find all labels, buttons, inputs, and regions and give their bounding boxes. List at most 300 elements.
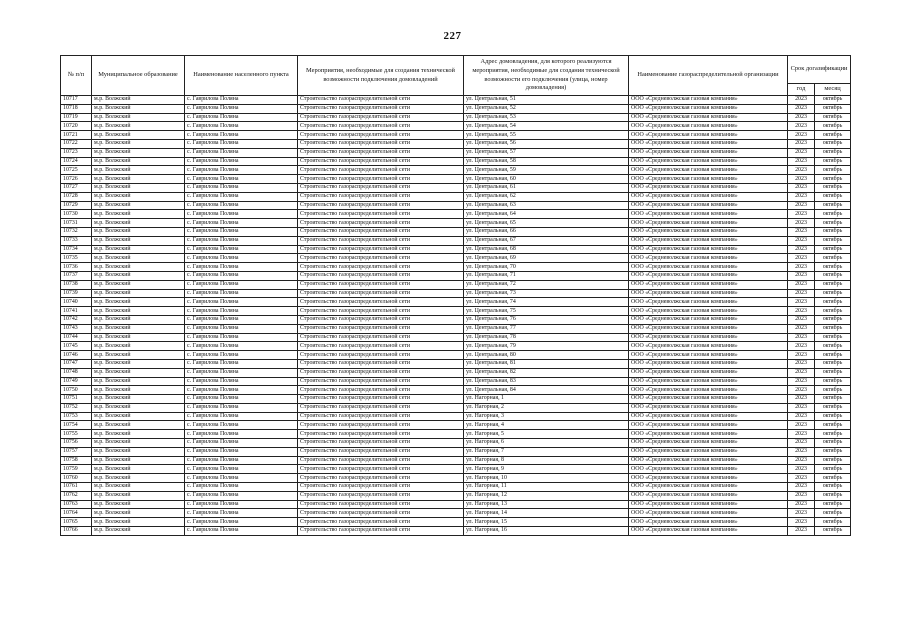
- cell-num: 10763: [61, 500, 92, 509]
- cell-address: ул. Центральная, 77: [464, 324, 629, 333]
- cell-month: октябрь: [815, 245, 851, 254]
- cell-year: 2023: [788, 333, 815, 342]
- cell-municipality: м.р. Волжский: [92, 245, 185, 254]
- cell-organization: ООО «Средневолжская газовая компания»: [629, 412, 788, 421]
- table-row: [61, 131, 851, 140]
- cell-measure: Строительство газораспределительной сети: [298, 166, 464, 175]
- cell-municipality: м.р. Волжский: [92, 96, 185, 105]
- table-row: [61, 403, 851, 412]
- cell-address: ул. Центральная, 68: [464, 245, 629, 254]
- cell-measure: Строительство газораспределительной сети: [298, 395, 464, 404]
- table-row: [61, 456, 851, 465]
- cell-num: 10758: [61, 456, 92, 465]
- cell-year: 2023: [788, 183, 815, 192]
- cell-settlement: с. Гаврилова Поляна: [185, 201, 298, 210]
- cell-month: октябрь: [815, 456, 851, 465]
- cell-municipality: м.р. Волжский: [92, 386, 185, 395]
- cell-month: октябрь: [815, 166, 851, 175]
- cell-num: 10729: [61, 201, 92, 210]
- cell-settlement: с. Гаврилова Поляна: [185, 465, 298, 474]
- cell-municipality: м.р. Волжский: [92, 342, 185, 351]
- cell-municipality: м.р. Волжский: [92, 403, 185, 412]
- cell-measure: Строительство газораспределительной сети: [298, 447, 464, 456]
- cell-year: 2023: [788, 227, 815, 236]
- cell-month: октябрь: [815, 96, 851, 105]
- cell-month: октябрь: [815, 333, 851, 342]
- cell-municipality: м.р. Волжский: [92, 395, 185, 404]
- cell-address: ул. Центральная, 65: [464, 219, 629, 228]
- cell-organization: ООО «Средневолжская газовая компания»: [629, 113, 788, 122]
- cell-municipality: м.р. Волжский: [92, 175, 185, 184]
- cell-settlement: с. Гаврилова Поляна: [185, 483, 298, 492]
- cell-organization: ООО «Средневолжская газовая компания»: [629, 227, 788, 236]
- cell-num: 10730: [61, 210, 92, 219]
- cell-year: 2023: [788, 263, 815, 272]
- cell-organization: ООО «Средневолжская газовая компания»: [629, 351, 788, 360]
- cell-measure: Строительство газораспределительной сети: [298, 227, 464, 236]
- cell-measure: Строительство газораспределительной сети: [298, 307, 464, 316]
- cell-municipality: м.р. Волжский: [92, 113, 185, 122]
- cell-organization: ООО «Средневолжская газовая компания»: [629, 386, 788, 395]
- cell-year: 2023: [788, 280, 815, 289]
- cell-num: 10745: [61, 342, 92, 351]
- cell-address: ул. Центральная, 74: [464, 298, 629, 307]
- cell-measure: Строительство газораспределительной сети: [298, 122, 464, 131]
- cell-measure: Строительство газораспределительной сети: [298, 201, 464, 210]
- cell-organization: ООО «Средневолжская газовая компания»: [629, 245, 788, 254]
- cell-settlement: с. Гаврилова Поляна: [185, 377, 298, 386]
- cell-month: октябрь: [815, 236, 851, 245]
- cell-num: 10741: [61, 307, 92, 316]
- cell-num: 10731: [61, 219, 92, 228]
- cell-municipality: м.р. Волжский: [92, 122, 185, 131]
- table-row: [61, 342, 851, 351]
- cell-num: 10737: [61, 271, 92, 280]
- cell-month: октябрь: [815, 157, 851, 166]
- cell-settlement: с. Гаврилова Поляна: [185, 166, 298, 175]
- cell-num: 10733: [61, 236, 92, 245]
- cell-municipality: м.р. Волжский: [92, 421, 185, 430]
- cell-organization: ООО «Средневолжская газовая компания»: [629, 474, 788, 483]
- cell-organization: ООО «Средневолжская газовая компания»: [629, 175, 788, 184]
- cell-organization: ООО «Средневолжская газовая компания»: [629, 527, 788, 536]
- cell-settlement: с. Гаврилова Поляна: [185, 491, 298, 500]
- cell-organization: ООО «Средневолжская газовая компания»: [629, 315, 788, 324]
- cell-settlement: с. Гаврилова Поляна: [185, 518, 298, 527]
- cell-year: 2023: [788, 403, 815, 412]
- cell-measure: Строительство газораспределительной сети: [298, 527, 464, 536]
- cell-num: 10738: [61, 280, 92, 289]
- cell-municipality: м.р. Волжский: [92, 210, 185, 219]
- cell-organization: ООО «Средневолжская газовая компания»: [629, 403, 788, 412]
- cell-year: 2023: [788, 368, 815, 377]
- cell-address: ул. Центральная, 61: [464, 183, 629, 192]
- cell-month: октябрь: [815, 122, 851, 131]
- cell-address: ул. Центральная, 80: [464, 351, 629, 360]
- cell-settlement: с. Гаврилова Поляна: [185, 175, 298, 184]
- cell-settlement: с. Гаврилова Поляна: [185, 439, 298, 448]
- cell-municipality: м.р. Волжский: [92, 324, 185, 333]
- cell-year: 2023: [788, 412, 815, 421]
- cell-organization: ООО «Средневолжская газовая компания»: [629, 96, 788, 105]
- cell-organization: ООО «Средневолжская газовая компания»: [629, 447, 788, 456]
- cell-settlement: с. Гаврилова Поляна: [185, 298, 298, 307]
- cell-num: 10725: [61, 166, 92, 175]
- cell-municipality: м.р. Волжский: [92, 307, 185, 316]
- cell-measure: Строительство газораспределительной сети: [298, 368, 464, 377]
- cell-num: 10721: [61, 131, 92, 140]
- cell-address: ул. Центральная, 82: [464, 368, 629, 377]
- table-row: [61, 333, 851, 342]
- cell-address: ул. Нагорная, 5: [464, 430, 629, 439]
- cell-num: 10728: [61, 192, 92, 201]
- cell-organization: ООО «Средневолжская газовая компания»: [629, 298, 788, 307]
- cell-municipality: м.р. Волжский: [92, 236, 185, 245]
- cell-municipality: м.р. Волжский: [92, 104, 185, 113]
- cell-municipality: м.р. Волжский: [92, 139, 185, 148]
- cell-address: ул. Нагорная, 1: [464, 395, 629, 404]
- cell-settlement: с. Гаврилова Поляна: [185, 500, 298, 509]
- cell-year: 2023: [788, 447, 815, 456]
- cell-address: ул. Нагорная, 2: [464, 403, 629, 412]
- cell-organization: ООО «Средневолжская газовая компания»: [629, 139, 788, 148]
- table-row: [61, 324, 851, 333]
- cell-month: октябрь: [815, 483, 851, 492]
- cell-year: 2023: [788, 148, 815, 157]
- cell-month: октябрь: [815, 421, 851, 430]
- table-row: [61, 377, 851, 386]
- cell-organization: ООО «Средневолжская газовая компания»: [629, 157, 788, 166]
- cell-address: ул. Нагорная, 3: [464, 412, 629, 421]
- cell-measure: Строительство газораспределительной сети: [298, 96, 464, 105]
- cell-measure: Строительство газораспределительной сети: [298, 315, 464, 324]
- cell-organization: ООО «Средневолжская газовая компания»: [629, 210, 788, 219]
- cell-year: 2023: [788, 483, 815, 492]
- table-row: [61, 289, 851, 298]
- header-address: Адрес домовладения, для которого реализуются мероприятия, необходимые для создания технической возможности его подключения (улица, номер домовладения): [464, 56, 629, 96]
- cell-num: 10742: [61, 315, 92, 324]
- cell-month: октябрь: [815, 210, 851, 219]
- cell-settlement: с. Гаврилова Поляна: [185, 421, 298, 430]
- cell-month: октябрь: [815, 192, 851, 201]
- cell-address: ул. Центральная, 63: [464, 201, 629, 210]
- cell-address: ул. Нагорная, 9: [464, 465, 629, 474]
- cell-measure: Строительство газораспределительной сети: [298, 113, 464, 122]
- cell-organization: ООО «Средневолжская газовая компания»: [629, 359, 788, 368]
- table-row: [61, 430, 851, 439]
- cell-measure: Строительство газораспределительной сети: [298, 104, 464, 113]
- cell-measure: Строительство газораспределительной сети: [298, 245, 464, 254]
- cell-month: октябрь: [815, 386, 851, 395]
- cell-month: октябрь: [815, 403, 851, 412]
- cell-organization: ООО «Средневолжская газовая компания»: [629, 263, 788, 272]
- cell-organization: ООО «Средневолжская газовая компания»: [629, 236, 788, 245]
- table-row: [61, 386, 851, 395]
- cell-measure: Строительство газораспределительной сети: [298, 342, 464, 351]
- table-row: [61, 139, 851, 148]
- cell-municipality: м.р. Волжский: [92, 131, 185, 140]
- cell-address: ул. Центральная, 53: [464, 113, 629, 122]
- cell-year: 2023: [788, 122, 815, 131]
- cell-num: 10748: [61, 368, 92, 377]
- cell-address: ул. Центральная, 71: [464, 271, 629, 280]
- cell-measure: Строительство газораспределительной сети: [298, 183, 464, 192]
- table-row: [61, 351, 851, 360]
- cell-month: октябрь: [815, 368, 851, 377]
- cell-num: 10756: [61, 439, 92, 448]
- cell-settlement: с. Гаврилова Поляна: [185, 289, 298, 298]
- cell-settlement: с. Гаврилова Поляна: [185, 307, 298, 316]
- cell-num: 10762: [61, 491, 92, 500]
- table-row: [61, 368, 851, 377]
- cell-num: 10727: [61, 183, 92, 192]
- table-row: [61, 307, 851, 316]
- cell-settlement: с. Гаврилова Поляна: [185, 254, 298, 263]
- cell-address: ул. Центральная, 64: [464, 210, 629, 219]
- cell-month: октябрь: [815, 104, 851, 113]
- cell-measure: Строительство газораспределительной сети: [298, 289, 464, 298]
- cell-organization: ООО «Средневолжская газовая компания»: [629, 421, 788, 430]
- cell-measure: Строительство газораспределительной сети: [298, 131, 464, 140]
- cell-settlement: с. Гаврилова Поляна: [185, 527, 298, 536]
- cell-measure: Строительство газораспределительной сети: [298, 139, 464, 148]
- cell-year: 2023: [788, 518, 815, 527]
- cell-year: 2023: [788, 254, 815, 263]
- cell-municipality: м.р. Волжский: [92, 491, 185, 500]
- cell-measure: Строительство газораспределительной сети: [298, 210, 464, 219]
- cell-year: 2023: [788, 166, 815, 175]
- cell-settlement: с. Гаврилова Поляна: [185, 474, 298, 483]
- cell-organization: ООО «Средневолжская газовая компания»: [629, 500, 788, 509]
- cell-measure: Строительство газораспределительной сети: [298, 280, 464, 289]
- cell-num: 10755: [61, 430, 92, 439]
- cell-measure: Строительство газораспределительной сети: [298, 236, 464, 245]
- cell-organization: ООО «Средневолжская газовая компания»: [629, 395, 788, 404]
- cell-address: ул. Нагорная, 15: [464, 518, 629, 527]
- cell-organization: ООО «Средневолжская газовая компания»: [629, 280, 788, 289]
- cell-settlement: с. Гаврилова Поляна: [185, 210, 298, 219]
- cell-organization: ООО «Средневолжская газовая компания»: [629, 148, 788, 157]
- cell-settlement: с. Гаврилова Поляна: [185, 113, 298, 122]
- cell-measure: Строительство газораспределительной сети: [298, 192, 464, 201]
- cell-measure: Строительство газораспределительной сети: [298, 271, 464, 280]
- cell-num: 10750: [61, 386, 92, 395]
- header-measures: Мероприятия, необходимые для создания технической возможности подключения домовладений: [298, 56, 464, 96]
- cell-address: ул. Центральная, 54: [464, 122, 629, 131]
- cell-address: ул. Нагорная, 13: [464, 500, 629, 509]
- cell-num: 10765: [61, 518, 92, 527]
- header-month: месяц: [815, 84, 851, 96]
- cell-organization: ООО «Средневолжская газовая компания»: [629, 104, 788, 113]
- cell-organization: ООО «Средневолжская газовая компания»: [629, 368, 788, 377]
- cell-municipality: м.р. Волжский: [92, 377, 185, 386]
- cell-measure: Строительство газораспределительной сети: [298, 324, 464, 333]
- cell-municipality: м.р. Волжский: [92, 509, 185, 518]
- cell-month: октябрь: [815, 280, 851, 289]
- cell-measure: Строительство газораспределительной сети: [298, 219, 464, 228]
- cell-municipality: м.р. Волжский: [92, 280, 185, 289]
- cell-year: 2023: [788, 351, 815, 360]
- table-row: [61, 245, 851, 254]
- cell-month: октябрь: [815, 139, 851, 148]
- table-row: [61, 421, 851, 430]
- table-row: [61, 175, 851, 184]
- cell-month: октябрь: [815, 359, 851, 368]
- cell-municipality: м.р. Волжский: [92, 439, 185, 448]
- cell-organization: ООО «Средневолжская газовая компания»: [629, 333, 788, 342]
- table-row: [61, 491, 851, 500]
- cell-year: 2023: [788, 96, 815, 105]
- cell-settlement: с. Гаврилова Поляна: [185, 509, 298, 518]
- table-row: [61, 166, 851, 175]
- cell-organization: ООО «Средневолжская газовая компания»: [629, 183, 788, 192]
- cell-month: октябрь: [815, 351, 851, 360]
- cell-month: октябрь: [815, 377, 851, 386]
- cell-municipality: м.р. Волжский: [92, 412, 185, 421]
- cell-year: 2023: [788, 386, 815, 395]
- cell-month: октябрь: [815, 439, 851, 448]
- cell-address: ул. Центральная, 62: [464, 192, 629, 201]
- cell-measure: Строительство газораспределительной сети: [298, 359, 464, 368]
- cell-organization: ООО «Средневолжская газовая компания»: [629, 289, 788, 298]
- cell-measure: Строительство газораспределительной сети: [298, 377, 464, 386]
- cell-organization: ООО «Средневолжская газовая компания»: [629, 324, 788, 333]
- cell-settlement: с. Гаврилова Поляна: [185, 447, 298, 456]
- cell-num: 10757: [61, 447, 92, 456]
- cell-measure: Строительство газораспределительной сети: [298, 509, 464, 518]
- cell-month: октябрь: [815, 430, 851, 439]
- cell-organization: ООО «Средневолжская газовая компания»: [629, 131, 788, 140]
- gasification-table: [60, 55, 851, 536]
- cell-num: 10739: [61, 289, 92, 298]
- cell-organization: ООО «Средневолжская газовая компания»: [629, 201, 788, 210]
- cell-month: октябрь: [815, 412, 851, 421]
- cell-settlement: с. Гаврилова Поляна: [185, 96, 298, 105]
- cell-num: 10723: [61, 148, 92, 157]
- header-settlement: Наименование населенного пункта: [185, 56, 298, 96]
- cell-month: октябрь: [815, 227, 851, 236]
- cell-measure: Строительство газораспределительной сети: [298, 518, 464, 527]
- cell-month: октябрь: [815, 289, 851, 298]
- cell-year: 2023: [788, 500, 815, 509]
- cell-year: 2023: [788, 465, 815, 474]
- cell-settlement: с. Гаврилова Поляна: [185, 263, 298, 272]
- cell-measure: Строительство газораспределительной сети: [298, 403, 464, 412]
- table-row: [61, 465, 851, 474]
- cell-num: 10740: [61, 298, 92, 307]
- cell-num: 10754: [61, 421, 92, 430]
- cell-measure: Строительство газораспределительной сети: [298, 333, 464, 342]
- table-row: [61, 315, 851, 324]
- cell-measure: Строительство газораспределительной сети: [298, 412, 464, 421]
- cell-measure: Строительство газораспределительной сети: [298, 465, 464, 474]
- header-organization: Наименование газораспределительной организации: [629, 56, 788, 96]
- cell-month: октябрь: [815, 315, 851, 324]
- cell-municipality: м.р. Волжский: [92, 474, 185, 483]
- cell-municipality: м.р. Волжский: [92, 192, 185, 201]
- header-municipality: Муниципальное образование: [92, 56, 185, 96]
- table-row: [61, 518, 851, 527]
- cell-settlement: с. Гаврилова Поляна: [185, 342, 298, 351]
- cell-municipality: м.р. Волжский: [92, 263, 185, 272]
- table-row: [61, 96, 851, 105]
- cell-num: 10751: [61, 395, 92, 404]
- header-year: год: [788, 84, 815, 96]
- cell-address: ул. Центральная, 51: [464, 96, 629, 105]
- cell-settlement: с. Гаврилова Поляна: [185, 412, 298, 421]
- cell-month: октябрь: [815, 527, 851, 536]
- cell-address: ул. Центральная, 83: [464, 377, 629, 386]
- cell-num: 10717: [61, 96, 92, 105]
- cell-settlement: с. Гаврилова Поляна: [185, 183, 298, 192]
- cell-address: ул. Центральная, 67: [464, 236, 629, 245]
- cell-settlement: с. Гаврилова Поляна: [185, 324, 298, 333]
- cell-organization: ООО «Средневолжская газовая компания»: [629, 166, 788, 175]
- cell-settlement: с. Гаврилова Поляна: [185, 430, 298, 439]
- cell-municipality: м.р. Волжский: [92, 518, 185, 527]
- cell-measure: Строительство газораспределительной сети: [298, 386, 464, 395]
- cell-organization: ООО «Средневолжская газовая компания»: [629, 254, 788, 263]
- cell-year: 2023: [788, 430, 815, 439]
- cell-num: 10722: [61, 139, 92, 148]
- cell-municipality: м.р. Волжский: [92, 351, 185, 360]
- table-row: [61, 280, 851, 289]
- cell-settlement: с. Гаврилова Поляна: [185, 104, 298, 113]
- cell-year: 2023: [788, 456, 815, 465]
- cell-month: октябрь: [815, 491, 851, 500]
- cell-measure: Строительство газораспределительной сети: [298, 500, 464, 509]
- cell-settlement: с. Гаврилова Поляна: [185, 157, 298, 166]
- cell-settlement: с. Гаврилова Поляна: [185, 245, 298, 254]
- cell-address: ул. Нагорная, 12: [464, 491, 629, 500]
- cell-address: ул. Нагорная, 10: [464, 474, 629, 483]
- cell-municipality: м.р. Волжский: [92, 166, 185, 175]
- cell-settlement: с. Гаврилова Поляна: [185, 456, 298, 465]
- cell-address: ул. Центральная, 60: [464, 175, 629, 184]
- cell-month: октябрь: [815, 131, 851, 140]
- cell-measure: Строительство газораспределительной сети: [298, 148, 464, 157]
- cell-num: 10749: [61, 377, 92, 386]
- cell-year: 2023: [788, 219, 815, 228]
- cell-measure: Строительство газораспределительной сети: [298, 263, 464, 272]
- cell-settlement: с. Гаврилова Поляна: [185, 227, 298, 236]
- cell-municipality: м.р. Волжский: [92, 500, 185, 509]
- cell-settlement: с. Гаврилова Поляна: [185, 122, 298, 131]
- table-row: [61, 263, 851, 272]
- cell-organization: ООО «Средневолжская газовая компания»: [629, 483, 788, 492]
- table-row: [61, 219, 851, 228]
- cell-organization: ООО «Средневолжская газовая компания»: [629, 377, 788, 386]
- cell-num: 10760: [61, 474, 92, 483]
- table-row: [61, 122, 851, 131]
- cell-measure: Строительство газораспределительной сети: [298, 351, 464, 360]
- cell-month: октябрь: [815, 271, 851, 280]
- table-row: [61, 236, 851, 245]
- cell-settlement: с. Гаврилова Поляна: [185, 386, 298, 395]
- cell-organization: ООО «Средневолжская газовая компания»: [629, 271, 788, 280]
- cell-municipality: м.р. Волжский: [92, 456, 185, 465]
- cell-municipality: м.р. Волжский: [92, 315, 185, 324]
- cell-address: ул. Центральная, 69: [464, 254, 629, 263]
- table-row: [61, 395, 851, 404]
- cell-address: ул. Нагорная, 8: [464, 456, 629, 465]
- cell-settlement: с. Гаврилова Поляна: [185, 333, 298, 342]
- cell-num: 10752: [61, 403, 92, 412]
- cell-year: 2023: [788, 298, 815, 307]
- cell-municipality: м.р. Волжский: [92, 219, 185, 228]
- cell-num: 10720: [61, 122, 92, 131]
- table-body: [61, 96, 851, 536]
